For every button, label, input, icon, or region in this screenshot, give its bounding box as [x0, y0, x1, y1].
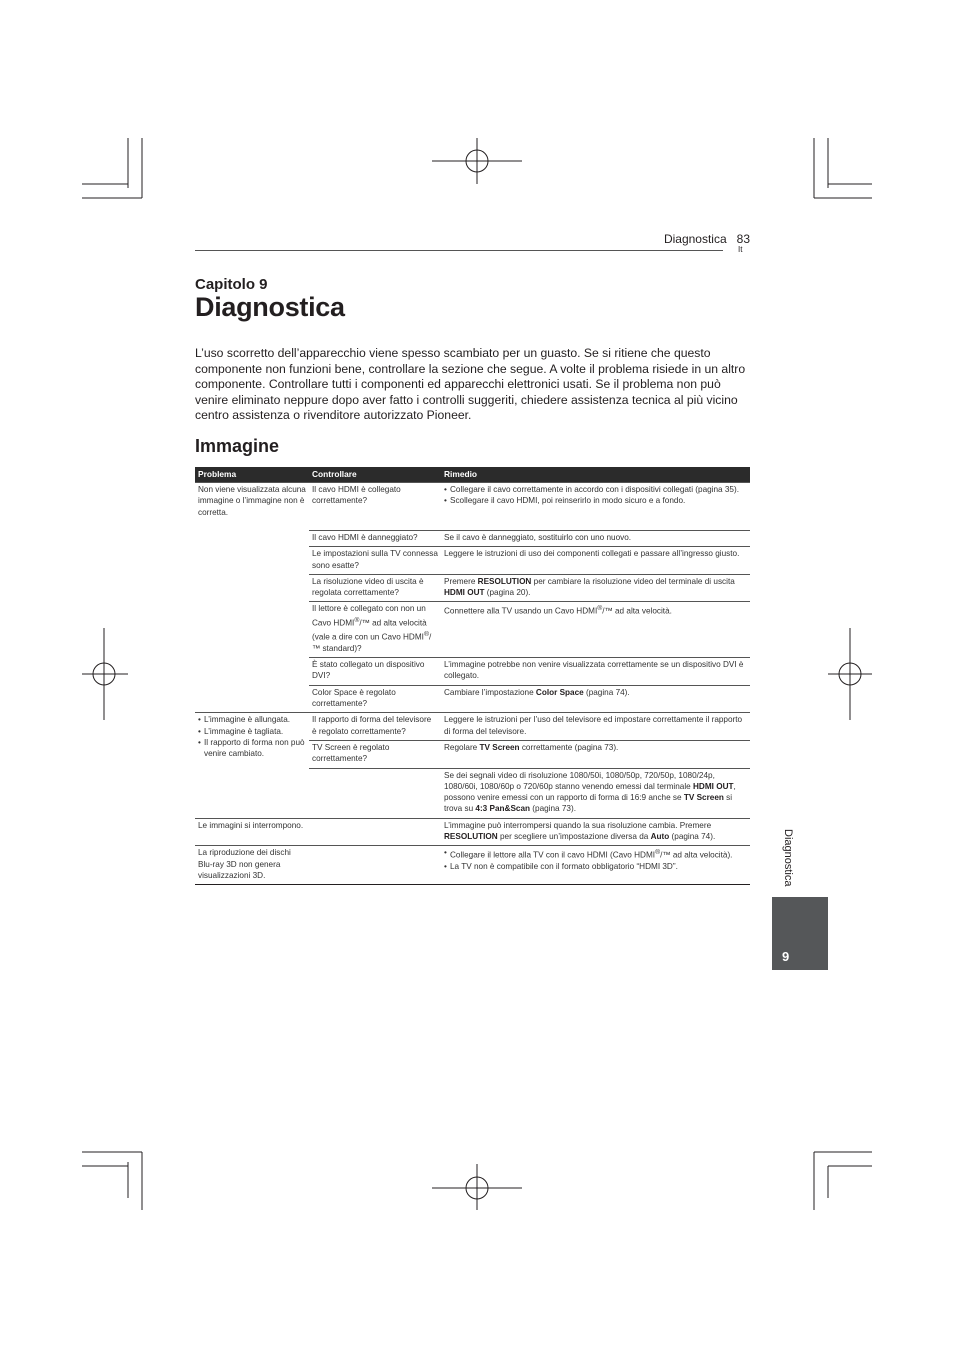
registered-mark: ®: [597, 605, 603, 613]
remedy-cell: [441, 574, 750, 602]
col-header-remedy: Rimedio: [441, 467, 750, 483]
remedy-text: Collegare il lettore alla TV con il cavo HDMI (Cavo HDMI: [450, 851, 656, 861]
running-header: [600, 232, 750, 246]
header-rule: [195, 250, 723, 251]
remedy-text: (pagina 74).: [669, 832, 716, 841]
remedy-text: /™ ad alta velocità.: [602, 607, 672, 617]
key-hdmi-out: HDMI OUT: [693, 781, 734, 791]
remedy-cell: [441, 846, 750, 885]
remedy-text: Connettere alla TV usando un Cavo HDMI: [444, 607, 598, 617]
col-header-check: Controllare: [309, 467, 441, 483]
page-title: Diagnostica: [195, 292, 345, 322]
check-cell: Il cavo HDMI è collegato correttamente?: [309, 483, 441, 531]
remedy-bullet: • Collegare il cavo correttamente in accordo con i dispositivi collegati (pagina 35).: [444, 484, 747, 495]
table-row: [195, 846, 750, 885]
remedy-cell: [441, 818, 750, 846]
check-cell: La risoluzione video di uscita è regolata correttamente?: [309, 574, 441, 602]
remedy-text: L’immagine può interrompersi quando la sua risoluzione cambia. Premere: [444, 820, 712, 830]
remedy-cell: Leggere le istruzioni per l’uso del televisore ed impostare correttamente il rapporto di forma del televisore.: [441, 713, 750, 741]
side-tab-label: Diagnostica: [782, 829, 794, 887]
check-cell: Il rapporto di forma del televisore è regolato correttamente?: [309, 713, 441, 741]
key-pan-scan: 4:3 Pan&Scan: [475, 804, 531, 814]
key-resolution: RESOLUTION: [477, 576, 532, 586]
check-text: /™ standard)?: [312, 632, 432, 653]
remedy-text: (pagina 74).: [583, 687, 630, 697]
table-row: [195, 713, 750, 741]
check-cell: Le impostazioni sulla TV connessa sono esatte?: [309, 547, 441, 575]
remedy-text: (pagina 20).: [484, 588, 531, 598]
table-row: [195, 818, 750, 846]
remedy-cell: [441, 740, 750, 768]
check-text: /™ ad alta velocità (vale a dire con un Cavo HDMI: [312, 618, 427, 642]
key-tv-screen: TV Screen: [479, 742, 520, 752]
check-cell: TV Screen è regolato correttamente?: [309, 740, 441, 768]
remedy-bullet: • La TV non è compatibile con il formato obbligatorio “HDMI 3D”.: [444, 861, 747, 872]
problem-cell: Non viene visualizzata alcuna immagine o l’immagine non è corretta.: [195, 483, 309, 713]
chapter-tab: [772, 897, 828, 970]
remedy-text: si trova su: [444, 793, 733, 814]
table-row: [195, 483, 750, 531]
registered-mark: ®: [354, 616, 360, 624]
key-color-space: Color Space: [535, 687, 584, 697]
remedy-text: Cambiare l’impostazione: [444, 687, 536, 697]
check-cell: Color Space è regolato correttamente?: [309, 685, 441, 713]
registered-mark: ®: [423, 630, 429, 638]
remedy-text: Se dei segnali video di risoluzione 1080/50i, 1080/50p, 720/50p, 1080/24p, 1080/60i, 1080/60p o 720/60p stanno venendo emessi dal terminale: [444, 770, 715, 791]
problem-bullet: • L’immagine è tagliata.: [198, 726, 306, 737]
remedy-cell: [441, 602, 750, 658]
check-cell: Il cavo HDMI è danneggiato?: [309, 531, 441, 547]
problem-bullet: • Il rapporto di forma non può venire cambiato.: [198, 737, 306, 760]
remedy-text: Regolare: [444, 742, 480, 752]
check-cell: [309, 846, 441, 885]
problem-cell: Le immagini si interrompono.: [195, 818, 309, 846]
check-cell: È stato collegato un dispositivo DVI?: [309, 658, 441, 686]
remedy-cell: Leggere le istruzioni di uso dei componenti collegati e passare all’ingresso giusto.: [441, 547, 750, 575]
remedy-cell: Se il cavo è danneggiato, sostituirlo con uno nuovo.: [441, 531, 750, 547]
chapter-label: Capitolo 9: [195, 276, 268, 293]
key-hdmi-out: HDMI OUT: [444, 588, 485, 598]
check-cell: [309, 768, 441, 818]
table-header-row: [195, 467, 750, 483]
check-cell: [309, 818, 441, 846]
remedy-text: per cambiare la risoluzione video del terminale di uscita: [531, 576, 735, 586]
section-title: Immagine: [195, 436, 280, 456]
key-resolution: RESOLUTION: [444, 832, 498, 841]
remedy-text: correttamente (pagina 73).: [519, 742, 619, 752]
remedy-text: (pagina 73).: [530, 804, 576, 814]
problem-cell: La riproduzione dei dischi Blu-ray 3D non genera visualizzazioni 3D.: [195, 846, 309, 885]
check-cell: [309, 602, 441, 658]
key-auto: Auto: [650, 832, 670, 841]
troubleshooting-table: [195, 467, 750, 885]
remedy-cell: [441, 483, 750, 531]
problem-cell: [195, 713, 309, 818]
remedy-text: , possono venire emessi con un rapporto di forma di 16:9 anche se: [444, 781, 736, 803]
remedy-text: per scegliere un’impostazione diversa da: [497, 832, 651, 841]
remedy-cell: [441, 768, 750, 818]
chapter-tab-number: 9: [782, 949, 790, 964]
remedy-bullet: [444, 847, 747, 861]
remedy-cell: [441, 685, 750, 713]
header-section: Diagnostica: [663, 232, 727, 246]
problem-bullet: • L’immagine è allungata.: [198, 714, 306, 725]
intro-paragraph: L’uso scorretto dell’apparecchio viene spesso scambiato per un guasto. Se si ritiene che questo componente non funzioni bene, controllare la sezione che segue. A volte il problema risiede in un altro componente. Controllare tutti i componenti ed apparecchi elettronici usati. Se il problema non può venire eliminato neppure dopo aver fatto i controlli suggeriti, chiedere assistenza tecnica al più vicino centro assistenza o rivenditore autorizzato Pioneer.: [195, 346, 746, 423]
remedy-text: /™ ad alta velocità).: [660, 851, 733, 861]
check-text: Il lettore è collegato con non un Cavo HDMI: [312, 604, 426, 628]
page-number: 83: [736, 232, 750, 246]
col-header-problem: Problema: [195, 467, 309, 483]
key-tv-screen: TV Screen: [683, 793, 724, 803]
remedy-bullet: • Scollegare il cavo HDMI, poi reinserirlo in modo sicuro e a fondo.: [444, 495, 747, 506]
remedy-cell: L’immagine potrebbe non venire visualizzata correttamente se un dispositivo DVI è collegato.: [441, 658, 750, 686]
registered-mark: ®: [655, 849, 661, 857]
language-code: It: [738, 245, 743, 254]
remedy-text: Premere: [444, 576, 478, 586]
